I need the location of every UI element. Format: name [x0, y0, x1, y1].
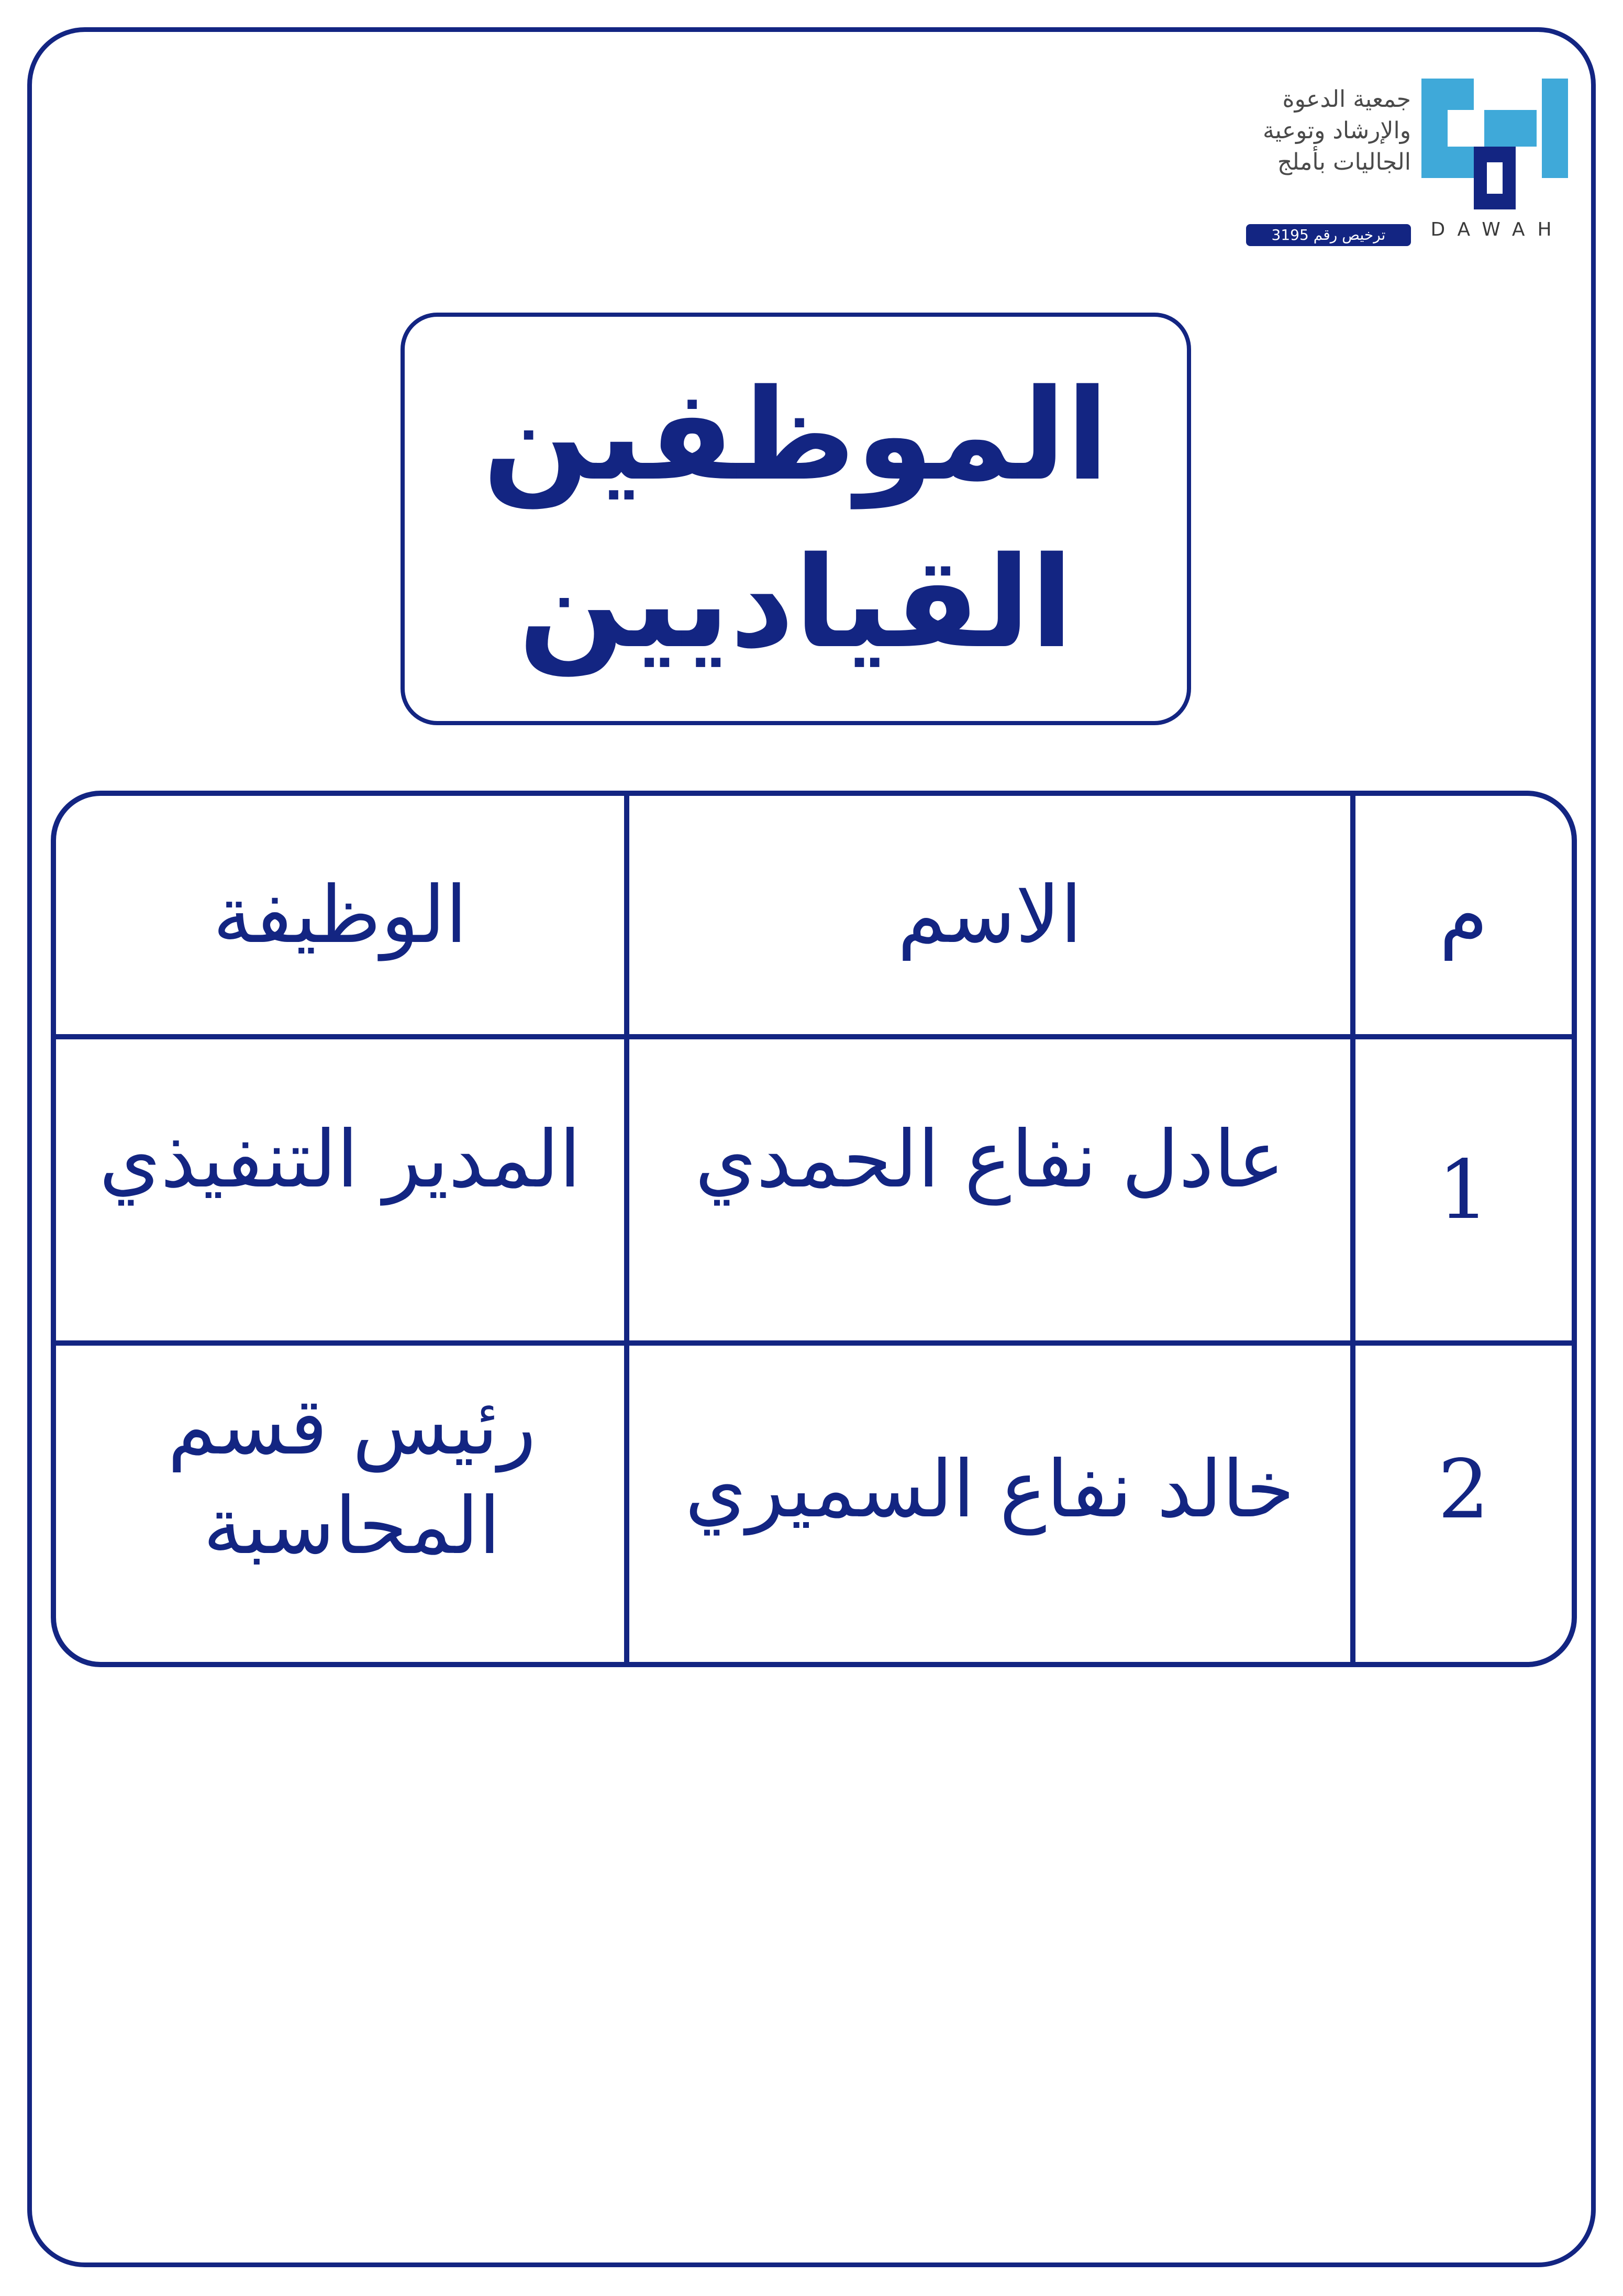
header-name: الاسم — [897, 869, 1082, 961]
row-divider — [56, 1034, 1572, 1039]
logo-line-1: جمعية الدعوة — [1282, 86, 1411, 113]
row-divider — [56, 1340, 1572, 1346]
header-num: م — [1439, 869, 1488, 961]
row-1-job: المدير التنفيذي — [99, 1114, 581, 1205]
logo-brand-text: DAWAH — [1430, 219, 1564, 240]
row-2-num: 2 — [1438, 1442, 1489, 1537]
association-logo — [1209, 79, 1576, 251]
row-1-num: 1 — [1438, 1142, 1489, 1237]
license-badge: ترخيص رقم 3195 — [1246, 224, 1411, 246]
staff-table — [51, 791, 1577, 1667]
logo-text — [1209, 84, 1411, 178]
logo-line-2: والإرشاد وتوعية — [1262, 117, 1411, 144]
header-job: الوظيفة — [213, 869, 468, 961]
column-divider — [1350, 796, 1355, 1662]
page-title-line-2: القياديين — [518, 529, 1074, 676]
row-2-job: رئيس قسم المحاسبة — [168, 1381, 536, 1572]
logo-line-3: الجاليات بأملج — [1277, 149, 1411, 175]
page-title-box — [401, 313, 1191, 725]
column-divider — [624, 796, 629, 1662]
row-1-name: عادل نفاع الحمدي — [695, 1114, 1285, 1205]
logo-mark-icon — [1411, 79, 1576, 228]
page-title-line-1: الموظفين — [482, 362, 1109, 508]
row-2-name: خالد نفاع السميري — [685, 1444, 1295, 1535]
